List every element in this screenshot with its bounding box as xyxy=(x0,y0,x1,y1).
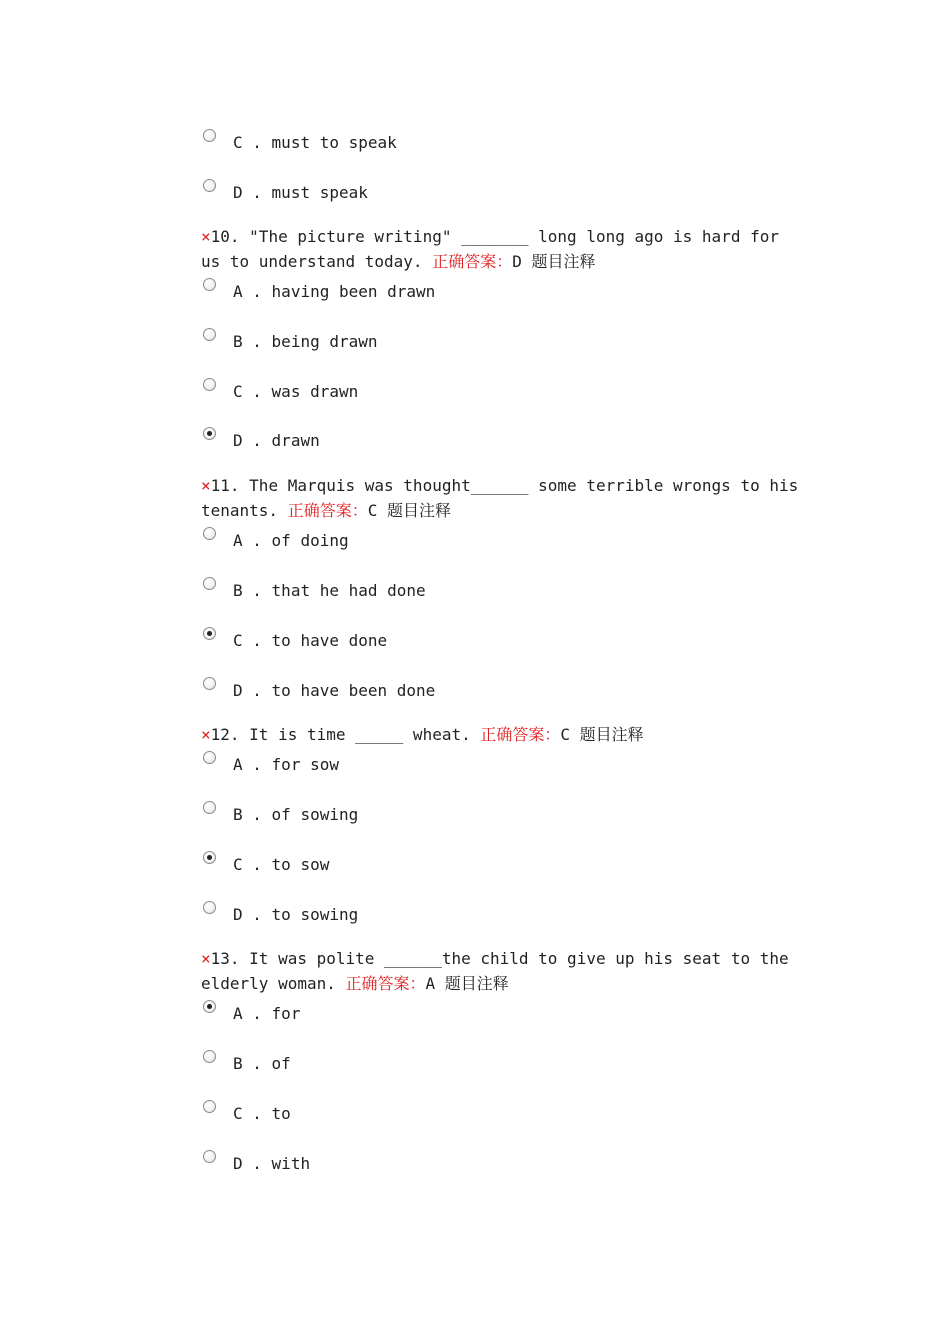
wrong-mark-icon: × xyxy=(201,227,211,246)
question-13-line-2: elderly woman. 正确答案：A 题目注释 xyxy=(201,974,509,993)
radio-button[interactable] xyxy=(203,527,216,540)
answer-value: C xyxy=(367,501,387,520)
q12-option-d[interactable] xyxy=(203,905,359,925)
option-label: A . for sow xyxy=(233,755,339,774)
radio-button[interactable] xyxy=(203,577,216,590)
radio-button[interactable] xyxy=(203,1100,216,1113)
question-10-line-1: ×10. "The picture writing" _______ long long ago is hard for xyxy=(201,227,779,246)
question-12 xyxy=(201,722,821,747)
option-label: C . must to speak xyxy=(233,133,397,152)
option-label: D . to have been done xyxy=(233,681,436,700)
q11-option-b[interactable] xyxy=(203,581,426,601)
wrong-mark-icon: × xyxy=(201,476,211,495)
radio-button[interactable] xyxy=(203,627,216,640)
wrong-mark-icon: × xyxy=(201,949,211,968)
radio-button[interactable] xyxy=(203,901,216,914)
q10-option-b[interactable] xyxy=(203,332,378,352)
radio-button[interactable] xyxy=(203,1150,216,1163)
radio-button[interactable] xyxy=(203,801,216,814)
option-label: D . to sowing xyxy=(233,905,359,924)
radio-button[interactable] xyxy=(203,179,216,192)
note-link[interactable]: 题目注释 xyxy=(386,501,451,520)
question-11-line-2: tenants. 正确答案：C 题目注释 xyxy=(201,501,451,520)
q12-option-b[interactable] xyxy=(203,805,359,825)
answer-value: D xyxy=(512,252,532,271)
q10-option-a[interactable] xyxy=(203,282,436,302)
answer-label: 正确答案： xyxy=(287,501,368,520)
answer-value: A xyxy=(425,974,445,993)
option-label: C . to xyxy=(233,1104,291,1123)
note-link[interactable]: 题目注释 xyxy=(579,725,644,744)
option-label: C . to have done xyxy=(233,631,388,650)
question-11-line-1: ×11. The Marquis was thought______ some terrible wrongs to his xyxy=(201,476,799,495)
radio-button[interactable] xyxy=(203,378,216,391)
radio-button[interactable] xyxy=(203,129,216,142)
note-link[interactable]: 题目注释 xyxy=(531,252,596,271)
question-13 xyxy=(201,946,821,996)
q9-option-d[interactable] xyxy=(203,183,368,203)
radio-button[interactable] xyxy=(203,1050,216,1063)
q11-option-d[interactable] xyxy=(203,681,436,701)
radio-button[interactable] xyxy=(203,751,216,764)
option-label: B . that he had done xyxy=(233,581,426,600)
option-label: C . to sow xyxy=(233,855,330,874)
option-label: A . for xyxy=(233,1004,301,1023)
question-11 xyxy=(201,473,821,523)
q11-option-c[interactable] xyxy=(203,631,388,651)
q12-option-c[interactable] xyxy=(203,855,330,875)
answer-label: 正确答案： xyxy=(432,252,513,271)
q13-option-b[interactable] xyxy=(203,1054,291,1074)
option-label: D . with xyxy=(233,1154,311,1173)
q13-option-c[interactable] xyxy=(203,1104,291,1124)
option-label: A . having been drawn xyxy=(233,282,436,301)
answer-label: 正确答案： xyxy=(480,725,561,744)
radio-button[interactable] xyxy=(203,427,216,440)
question-13-line-1: ×13. It was polite ______the child to give up his seat to the xyxy=(201,949,789,968)
option-label: B . being drawn xyxy=(233,332,378,351)
radio-button[interactable] xyxy=(203,851,216,864)
q11-option-a[interactable] xyxy=(203,531,349,551)
answer-value: C xyxy=(560,725,580,744)
radio-button[interactable] xyxy=(203,328,216,341)
option-label: D . drawn xyxy=(233,431,320,450)
radio-button[interactable] xyxy=(203,1000,216,1013)
q13-option-d[interactable] xyxy=(203,1154,311,1174)
option-label: D . must speak xyxy=(233,183,368,202)
radio-button[interactable] xyxy=(203,677,216,690)
q13-option-a[interactable] xyxy=(203,1004,301,1024)
option-label: C . was drawn xyxy=(233,382,359,401)
question-12-line-1: ×12. It is time _____ wheat. 正确答案：C 题目注释 xyxy=(201,725,644,744)
question-10 xyxy=(201,224,821,274)
wrong-mark-icon: × xyxy=(201,725,211,744)
question-10-line-2: us to understand today. 正确答案：D 题目注释 xyxy=(201,252,596,271)
q10-option-c[interactable] xyxy=(203,382,359,402)
q10-option-d[interactable] xyxy=(203,431,320,451)
option-label: A . of doing xyxy=(233,531,349,550)
q9-option-c[interactable] xyxy=(203,133,397,153)
note-link[interactable]: 题目注释 xyxy=(444,974,509,993)
option-label: B . of xyxy=(233,1054,291,1073)
option-label: B . of sowing xyxy=(233,805,359,824)
q12-option-a[interactable] xyxy=(203,755,339,775)
answer-label: 正确答案： xyxy=(345,974,426,993)
radio-button[interactable] xyxy=(203,278,216,291)
